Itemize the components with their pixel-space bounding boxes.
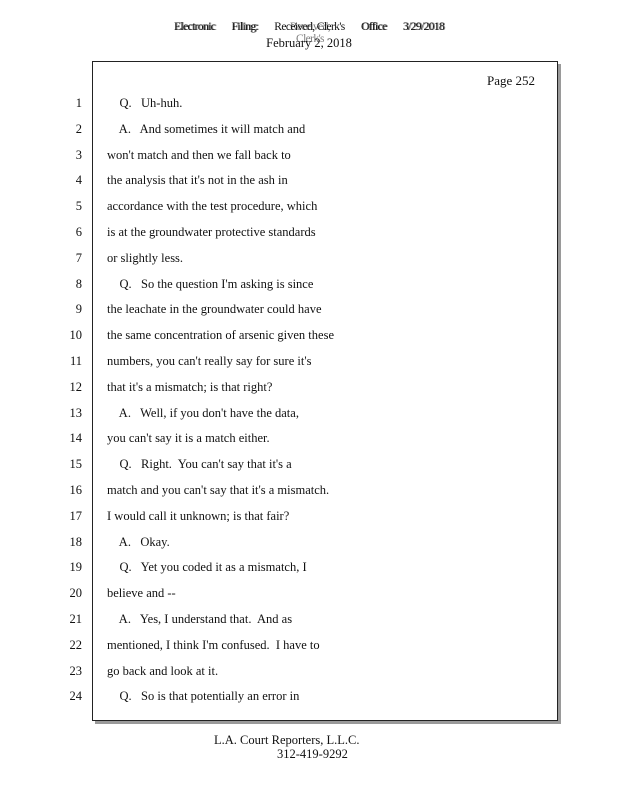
line-number: 6	[75, 224, 82, 239]
court-reporter-phone: 312-419-9292	[277, 747, 348, 761]
line-number: 3	[75, 147, 82, 162]
electronic-filing-stamp	[0, 21, 618, 33]
line-number: 15	[69, 457, 82, 472]
line-number: 14	[69, 431, 82, 446]
transcript-line: Q. So is that potentially an error in	[107, 689, 300, 704]
line-number: 16	[69, 482, 82, 497]
transcript-line: is at the groundwater protective standards	[107, 224, 316, 239]
transcript-line: you can't say it is a match either.	[107, 431, 270, 446]
line-number: 9	[75, 302, 82, 317]
transcript-line: match and you can't say that it's a mismatch.	[107, 482, 330, 497]
line-number: 18	[69, 534, 82, 549]
court-reporter-name: L.A. Court Reporters, L.L.C.	[214, 733, 360, 747]
transcript-line: I would call it unknown; is that fair?	[107, 508, 290, 523]
line-number: 21	[69, 611, 82, 626]
transcript-line: A. Well, if you don't have the data,	[107, 405, 299, 420]
line-number: 23	[69, 663, 82, 678]
line-number: 5	[75, 199, 82, 214]
transcript-line: the leachate in the groundwater could have	[107, 302, 322, 317]
filing-stamp-part: Office Office	[361, 21, 387, 33]
transcript-line: won't match and then we fall back to	[107, 147, 291, 162]
transcript-line: believe and --	[107, 586, 176, 601]
transcript-line: go back and look at it.	[107, 663, 219, 678]
page-number: Page 252	[486, 73, 535, 88]
line-number: 20	[69, 586, 82, 601]
line-number: 1	[75, 96, 82, 110]
transcript-line: or slightly less.	[107, 250, 184, 265]
transcript-line: that it's a mismatch; is that right?	[107, 379, 273, 394]
line-number: 24	[69, 689, 82, 704]
line-number: 22	[69, 637, 82, 652]
line-number: 7	[75, 250, 82, 265]
transcript-text	[107, 91, 547, 710]
filing-stamp-part: Received, Clerk's Received, Clerk's	[274, 21, 344, 33]
line-number: 12	[69, 379, 82, 394]
transcript-line: A. And sometimes it will match and	[107, 121, 306, 136]
transcript-line: Q. So the question I'm asking is since	[107, 276, 314, 291]
transcript-line: the same concentration of arsenic given these	[107, 328, 334, 343]
transcript-line: Q. Right. You can't say that it's a	[107, 457, 292, 472]
line-number: 8	[75, 276, 82, 291]
transcript-line: Q. Yet you coded it as a mismatch, I	[107, 560, 307, 575]
line-number: 17	[69, 508, 82, 523]
filing-stamp-part: Electronic Electronic	[174, 21, 215, 33]
transcript-line: A. Yes, I understand that. And as	[107, 611, 293, 626]
line-number: 13	[69, 405, 82, 420]
transcript-line: mentioned, I think I'm confused. I have to	[107, 637, 320, 652]
line-number-column	[40, 91, 84, 710]
transcript-line: numbers, you can't really say for sure it's	[107, 353, 312, 368]
line-number: 10	[69, 328, 82, 343]
transcript-line: the analysis that it's not in the ash in	[107, 173, 288, 188]
filing-stamp-date: 3/29/2018 3/29/2018	[403, 21, 444, 33]
filing-stamp-part: Filing: Filing:	[231, 21, 257, 33]
line-number: 19	[69, 560, 82, 575]
line-number: 11	[69, 353, 82, 368]
transcript-line: accordance with the test procedure, which	[107, 199, 318, 214]
transcript-line: Q. Uh-huh.	[107, 96, 183, 110]
deposition-date: February 2, 2018	[266, 36, 352, 50]
line-number: 4	[75, 173, 82, 188]
line-number: 2	[75, 121, 82, 136]
transcript-line: A. Okay.	[107, 534, 170, 549]
